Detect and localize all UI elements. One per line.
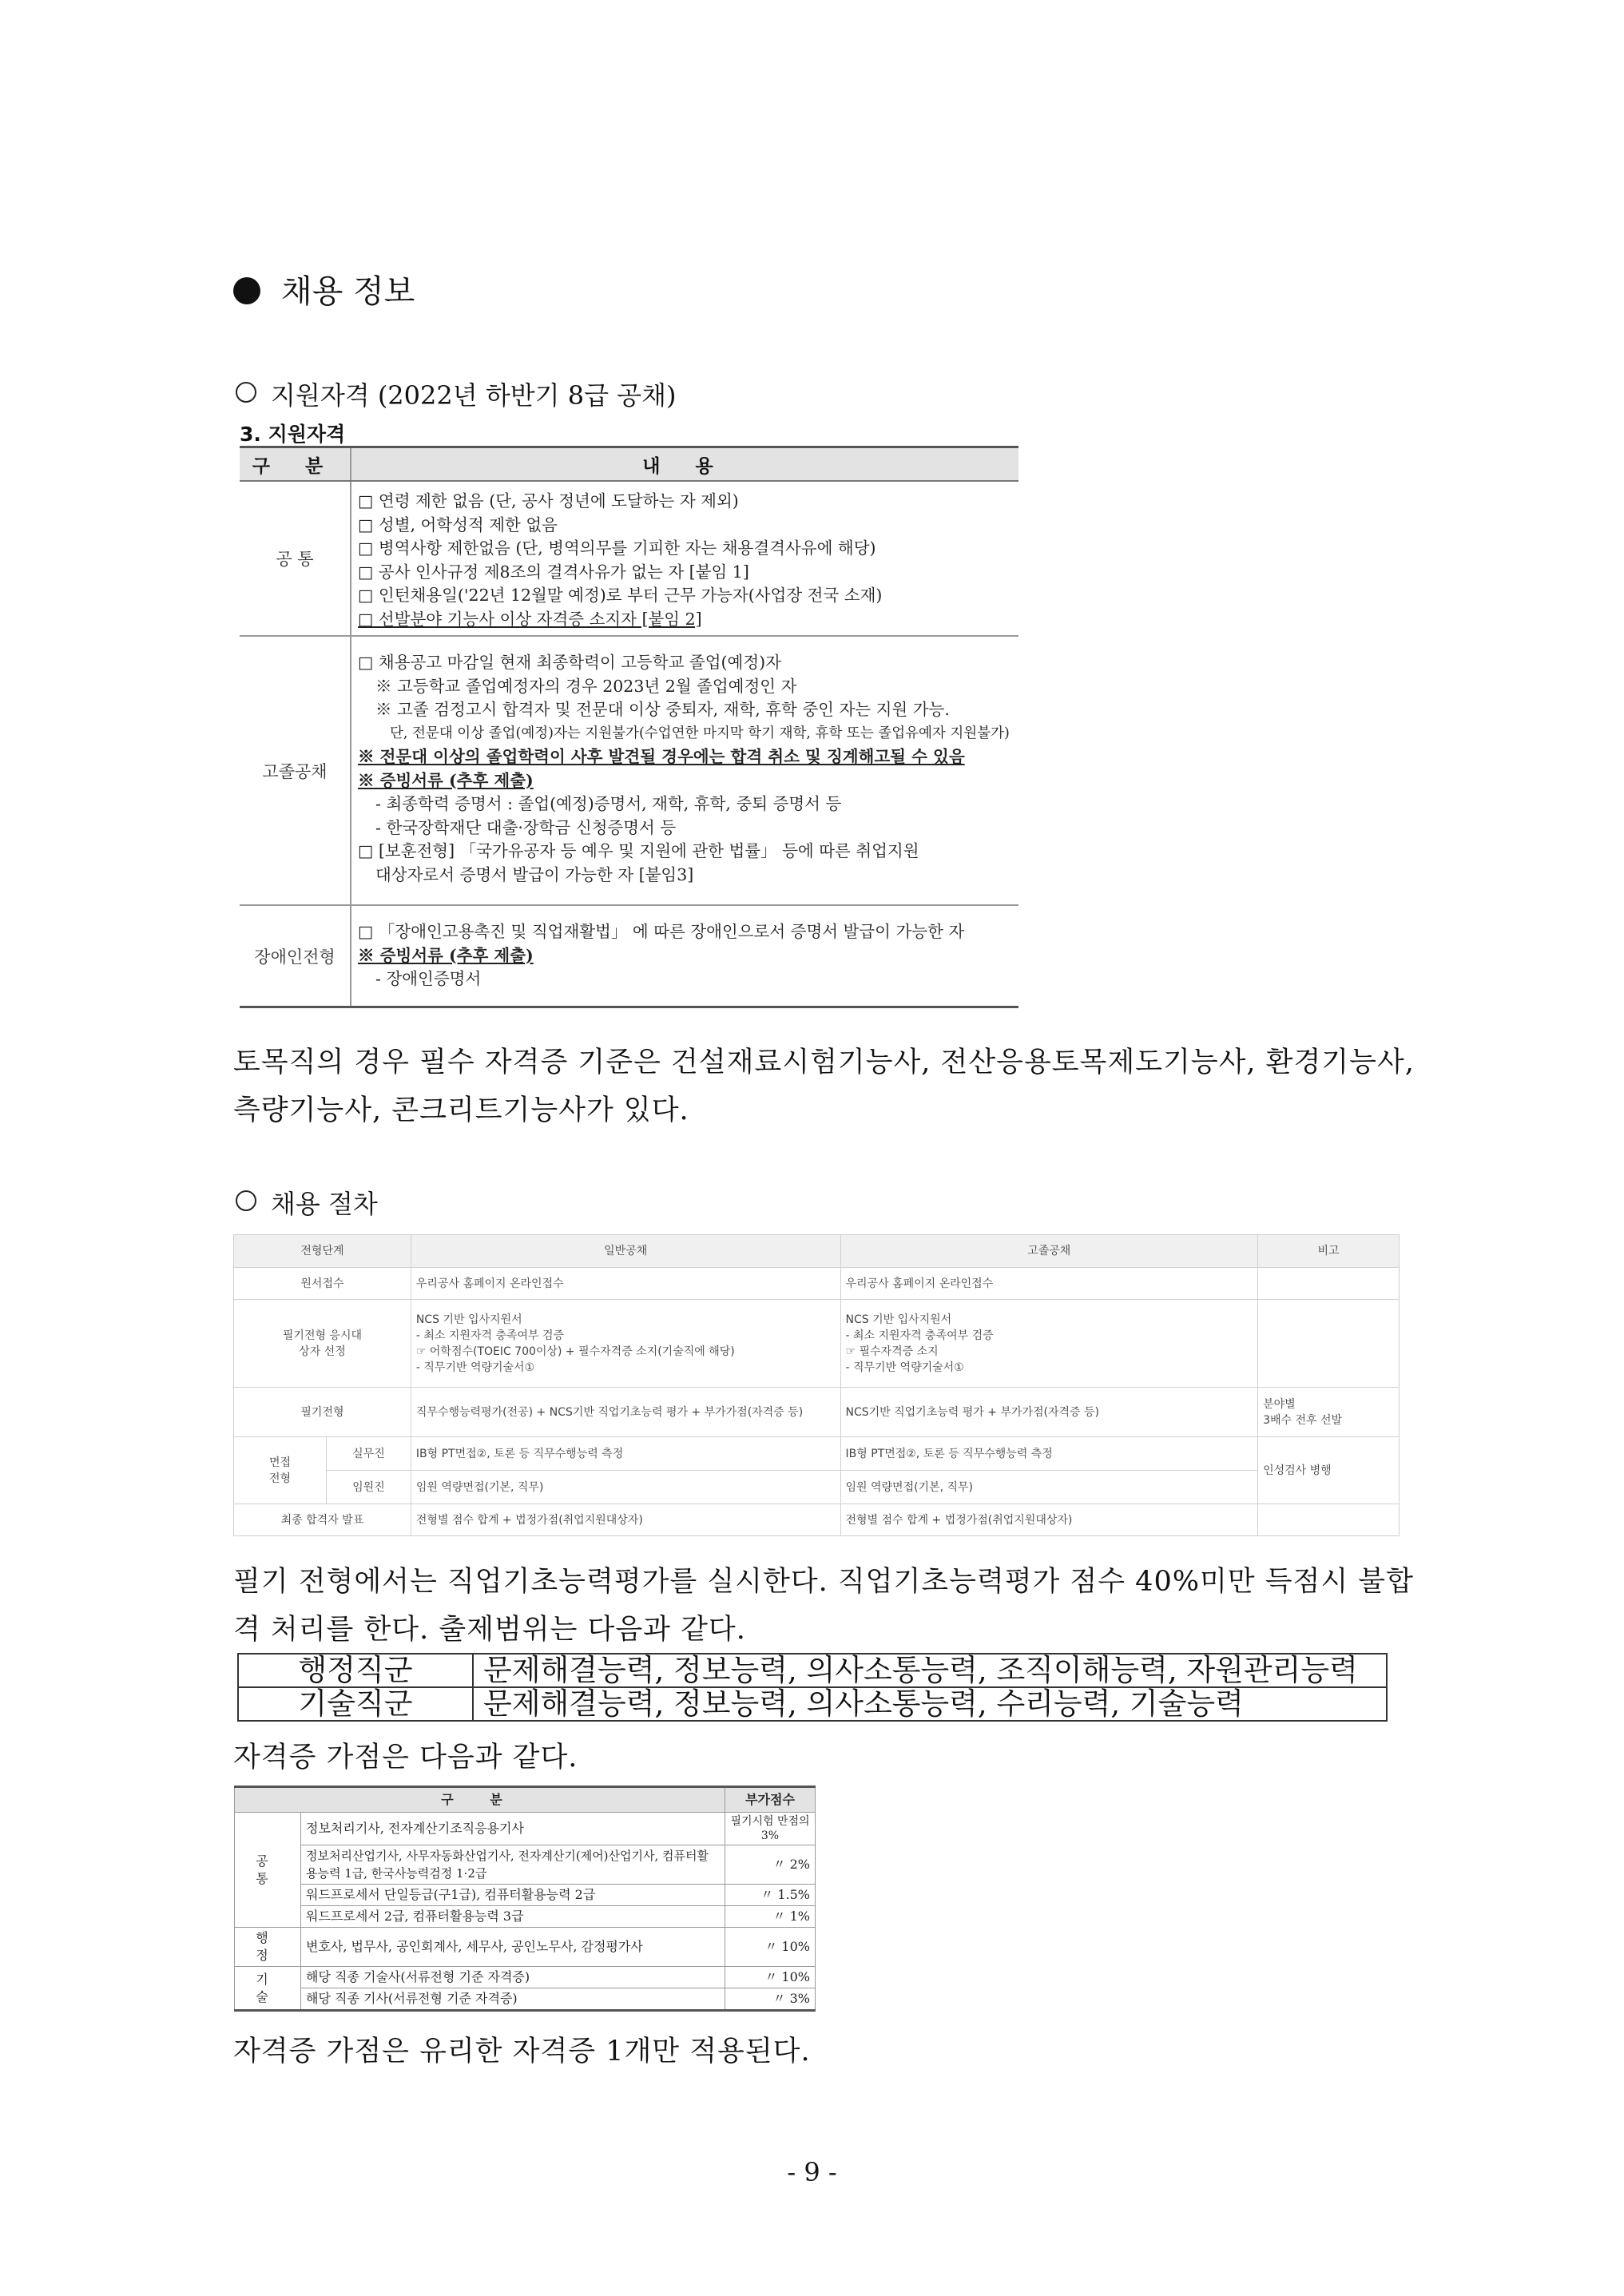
table-row bbox=[235, 1988, 816, 2011]
table-row bbox=[235, 1928, 816, 1967]
highschool-cell: NCS 기반 입사지원서 - 최소 지원자격 충족여부 검증 ☞ 필수자격증 소지 - 직무기반 역량기술서① bbox=[840, 1300, 1258, 1388]
bonus-points: 〃 10% bbox=[725, 1928, 816, 1967]
text-line: □ 「장애인고용촉진 및 직업재활법」 에 따른 장애인으로서 증명서 발급이 가능한 자 bbox=[358, 922, 965, 941]
text-line: - 장애인증명서 bbox=[375, 969, 482, 988]
eligibility-heading: 지원자격 (2022년 하반기 8급 공채) bbox=[236, 375, 677, 412]
row-content bbox=[351, 906, 1018, 1006]
text-line: □ [보훈전형] 「국가유공자 등 예우 및 지원에 관한 법률」 등에 따른 취업지원 bbox=[358, 841, 919, 860]
table-row bbox=[235, 1967, 816, 1988]
header-general: 일반공채 bbox=[411, 1235, 840, 1268]
group-cell: 면접 전형 bbox=[234, 1437, 327, 1504]
bonus-points: 필기시험 만점의 3% bbox=[725, 1813, 816, 1845]
eligibility-table bbox=[240, 446, 1018, 1008]
highschool-cell: 우리공사 홈페이지 온라인접수 bbox=[840, 1268, 1258, 1300]
text-line: □ 채용공고 마감일 현재 최종학력이 고등학교 졸업(예정)자 bbox=[358, 653, 781, 672]
section-title bbox=[233, 266, 415, 312]
table-row bbox=[235, 1845, 816, 1885]
header-points: 부가점수 bbox=[725, 1787, 816, 1813]
eligibility-row-common bbox=[240, 482, 1018, 637]
procedure-table bbox=[233, 1234, 1400, 1536]
text-line: □ 공사 인사규정 제8조의 결격사유가 없는 자 [붙임 1] bbox=[358, 562, 749, 582]
area-group: 행정직군 bbox=[238, 1654, 473, 1687]
header-category: 구 분 bbox=[235, 1787, 725, 1813]
text-line: ※ 증빙서류 (추후 제출) bbox=[358, 945, 534, 965]
table-row bbox=[234, 1504, 1400, 1536]
bonus-item: 해당 직종 기사(서류전형 기준 자격증) bbox=[301, 1988, 725, 2011]
bonus-header-row bbox=[235, 1787, 816, 1813]
bullet-filled-circle-icon bbox=[233, 277, 260, 304]
bonus-item: 변호사, 법무사, 공인회계사, 세무사, 공인노무사, 감정평가사 bbox=[301, 1928, 725, 1967]
page-number: - 9 - bbox=[787, 2157, 837, 2187]
note-cell: 인성검사 병행 bbox=[1258, 1437, 1400, 1504]
general-cell: 임원 역량면접(기본, 직무) bbox=[411, 1471, 840, 1504]
area-group: 기술직군 bbox=[238, 1687, 473, 1721]
note-cell bbox=[1258, 1504, 1400, 1536]
text-line: ※ 증빙서류 (추후 제출) bbox=[358, 770, 534, 790]
note-cell bbox=[1258, 1300, 1400, 1388]
text-line: 단, 전문대 이상 졸업(예정)자는 지원불가(수업연한 마지막 학기 재학, 휴학 또는 졸업유예자 지원불가) bbox=[390, 725, 1010, 741]
bonus-points: 〃 1.5% bbox=[725, 1885, 816, 1906]
table-row bbox=[235, 1906, 816, 1928]
header-note: 비고 bbox=[1258, 1235, 1400, 1268]
table-row bbox=[234, 1388, 1400, 1437]
procedure-heading: 채용 절차 bbox=[236, 1184, 378, 1221]
area-content: 문제해결능력, 정보능력, 의사소통능력, 수리능력, 기술능력 bbox=[473, 1687, 1387, 1721]
bonus-group: 행 정 bbox=[235, 1928, 301, 1967]
highschool-cell: IB형 PT면접②, 토론 등 직무수행능력 측정 bbox=[840, 1437, 1258, 1471]
stage-cell: 최종 합격자 발표 bbox=[234, 1504, 411, 1536]
stage-cell: 실무진 bbox=[326, 1437, 411, 1471]
bonus-points: 〃 3% bbox=[725, 1988, 816, 2011]
row-content bbox=[351, 482, 1018, 635]
general-cell: NCS 기반 입사지원서 - 최소 지원자격 충족여부 검증 ☞ 어학점수(TOEIC 700이상) + 필수자격증 소지(기술직에 해당) - 직무기반 역량기술서① bbox=[411, 1300, 840, 1388]
table-row bbox=[234, 1471, 1400, 1504]
highschool-cell: 임원 역량면접(기본, 직무) bbox=[840, 1471, 1258, 1504]
text-line: - 한국장학재단 대출·장학금 신청증명서 등 bbox=[375, 817, 677, 837]
row-category: 고졸공채 bbox=[240, 637, 351, 904]
bonus-group: 기 술 bbox=[235, 1967, 301, 2011]
table-row bbox=[235, 1885, 816, 1906]
bonus-group: 공 통 bbox=[235, 1813, 301, 1928]
bonus-item: 워드프로세서 2급, 컴퓨터활용능력 3급 bbox=[301, 1906, 725, 1928]
eligibility-row-disabled bbox=[240, 906, 1018, 1006]
header-stage: 전형단계 bbox=[234, 1235, 411, 1268]
note-cell: 분야별 3배수 전후 선발 bbox=[1258, 1388, 1400, 1437]
bonus-note: 자격증 가점은 유리한 자격증 1개만 적용된다. bbox=[233, 2036, 811, 2068]
stage-cell: 원서접수 bbox=[234, 1268, 411, 1300]
bonus-points: 〃 2% bbox=[725, 1845, 816, 1885]
text-line: 대상자로서 증명서 발급이 가능한 자 [붙임3] bbox=[375, 864, 694, 884]
general-cell: 직무수행능력평가(전공) + NCS기반 직업기초능력 평가 + 부가가점(자격증 등) bbox=[411, 1388, 840, 1437]
text-line: □ 연령 제한 없음 (단, 공사 정년에 도달하는 자 제외) bbox=[358, 491, 739, 510]
general-cell: 전형별 점수 합계 + 법정가점(취업지원대상자) bbox=[411, 1504, 840, 1536]
highschool-cell: 전형별 점수 합계 + 법정가점(취업지원대상자) bbox=[840, 1504, 1258, 1536]
general-cell: 우리공사 홈페이지 온라인접수 bbox=[411, 1268, 840, 1300]
text-line: ※ 고졸 검정고시 합격자 및 전문대 이상 중퇴자, 재학, 휴학 중인 자는 지원 가능. bbox=[375, 700, 950, 719]
row-category: 장애인전형 bbox=[240, 906, 351, 1006]
bonus-intro: 자격증 가점은 다음과 같다. bbox=[233, 1742, 578, 1774]
eligibility-table-label: 3. 지원자격 bbox=[240, 423, 346, 446]
row-content bbox=[351, 637, 1018, 904]
text-line: □ 인턴채용일('22년 12월말 예정)로 부터 근무 가능자(사업장 전국 소재) bbox=[358, 586, 883, 605]
table-row bbox=[238, 1687, 1387, 1721]
eligibility-table-header bbox=[240, 448, 1018, 482]
header-category: 구 분 bbox=[240, 448, 351, 480]
table-row bbox=[238, 1654, 1387, 1687]
test-area-table bbox=[237, 1653, 1388, 1722]
header-highschool: 고졸공채 bbox=[840, 1235, 1258, 1268]
table-row bbox=[235, 1813, 816, 1845]
bullet-open-circle-icon bbox=[236, 1190, 256, 1211]
bullet-open-circle-icon bbox=[236, 382, 256, 403]
note-cell bbox=[1258, 1268, 1400, 1300]
stage-cell: 임원진 bbox=[326, 1471, 411, 1504]
bonus-item: 워드프로세서 단일등급(구1급), 컴퓨터활용능력 2급 bbox=[301, 1885, 725, 1906]
section-title-text: 채용 정보 bbox=[281, 273, 415, 310]
row-category: 공 통 bbox=[240, 482, 351, 635]
area-content: 문제해결능력, 정보능력, 의사소통능력, 조직이해능력, 자원관리능력 bbox=[473, 1654, 1387, 1687]
bonus-points: 〃 1% bbox=[725, 1906, 816, 1928]
text-line: □ 성별, 어학성적 제한 없음 bbox=[358, 514, 558, 534]
text-line: ※ 전문대 이상의 졸업학력이 사후 발견될 경우에는 합격 취소 및 징계해고될 수 있음 bbox=[358, 747, 965, 766]
stage-cell: 필기전형 응시대상자 선정 bbox=[234, 1300, 411, 1388]
bonus-points: 〃 10% bbox=[725, 1967, 816, 1988]
text-line: ※ 고등학교 졸업예정자의 경우 2023년 2월 졸업예정인 자 bbox=[375, 676, 797, 696]
general-cell: IB형 PT면접②, 토론 등 직무수행능력 측정 bbox=[411, 1437, 840, 1471]
eligibility-row-highschool bbox=[240, 637, 1018, 906]
text-line: - 최종학력 증명서 : 졸업(예정)증명서, 재학, 휴학, 중퇴 증명서 등 bbox=[375, 794, 842, 813]
written-test-note: 필기 전형에서는 직업기초능력평가를 실시한다. 직업기초능력평가 점수 40%미만 득점시 불합 격 처리를 한다. 출제범위는 다음과 같다. bbox=[233, 1566, 1414, 1646]
table-row bbox=[234, 1437, 1400, 1471]
table-row bbox=[234, 1300, 1400, 1388]
table-row bbox=[234, 1268, 1400, 1300]
stage-cell: 필기전형 bbox=[234, 1388, 411, 1437]
bonus-item: 정보처리기사, 전자계산기조직응용기사 bbox=[301, 1813, 725, 1845]
header-content: 내 용 bbox=[642, 455, 728, 477]
bonus-item: 해당 직종 기술사(서류전형 기준 자격증) bbox=[301, 1967, 725, 1988]
civil-cert-note: 토목직의 경우 필수 자격증 기준은 건설재료시험기능사, 전산응용토목제도기능사, 환경기능사, 측량기능사, 콘크리트기능사가 있다. bbox=[233, 1047, 1415, 1126]
text-line: □ 선발분야 기능사 이상 자격증 소지자 [붙임 2] bbox=[358, 609, 702, 629]
highschool-cell: NCS기반 직업기초능력 평가 + 부가가점(자격증 등) bbox=[840, 1388, 1258, 1437]
bonus-points-table bbox=[234, 1786, 816, 2012]
bonus-item: 정보처리산업기사, 사무자동화산업기사, 전자계산기(제어)산업기사, 컴퓨터활용능력 1급, 한국사능력검정 1·2급 bbox=[301, 1845, 725, 1885]
text-line: □ 병역사항 제한없음 (단, 병역의무를 기피한 자는 채용결격사유에 해당) bbox=[358, 538, 876, 558]
procedure-header-row bbox=[234, 1235, 1400, 1268]
